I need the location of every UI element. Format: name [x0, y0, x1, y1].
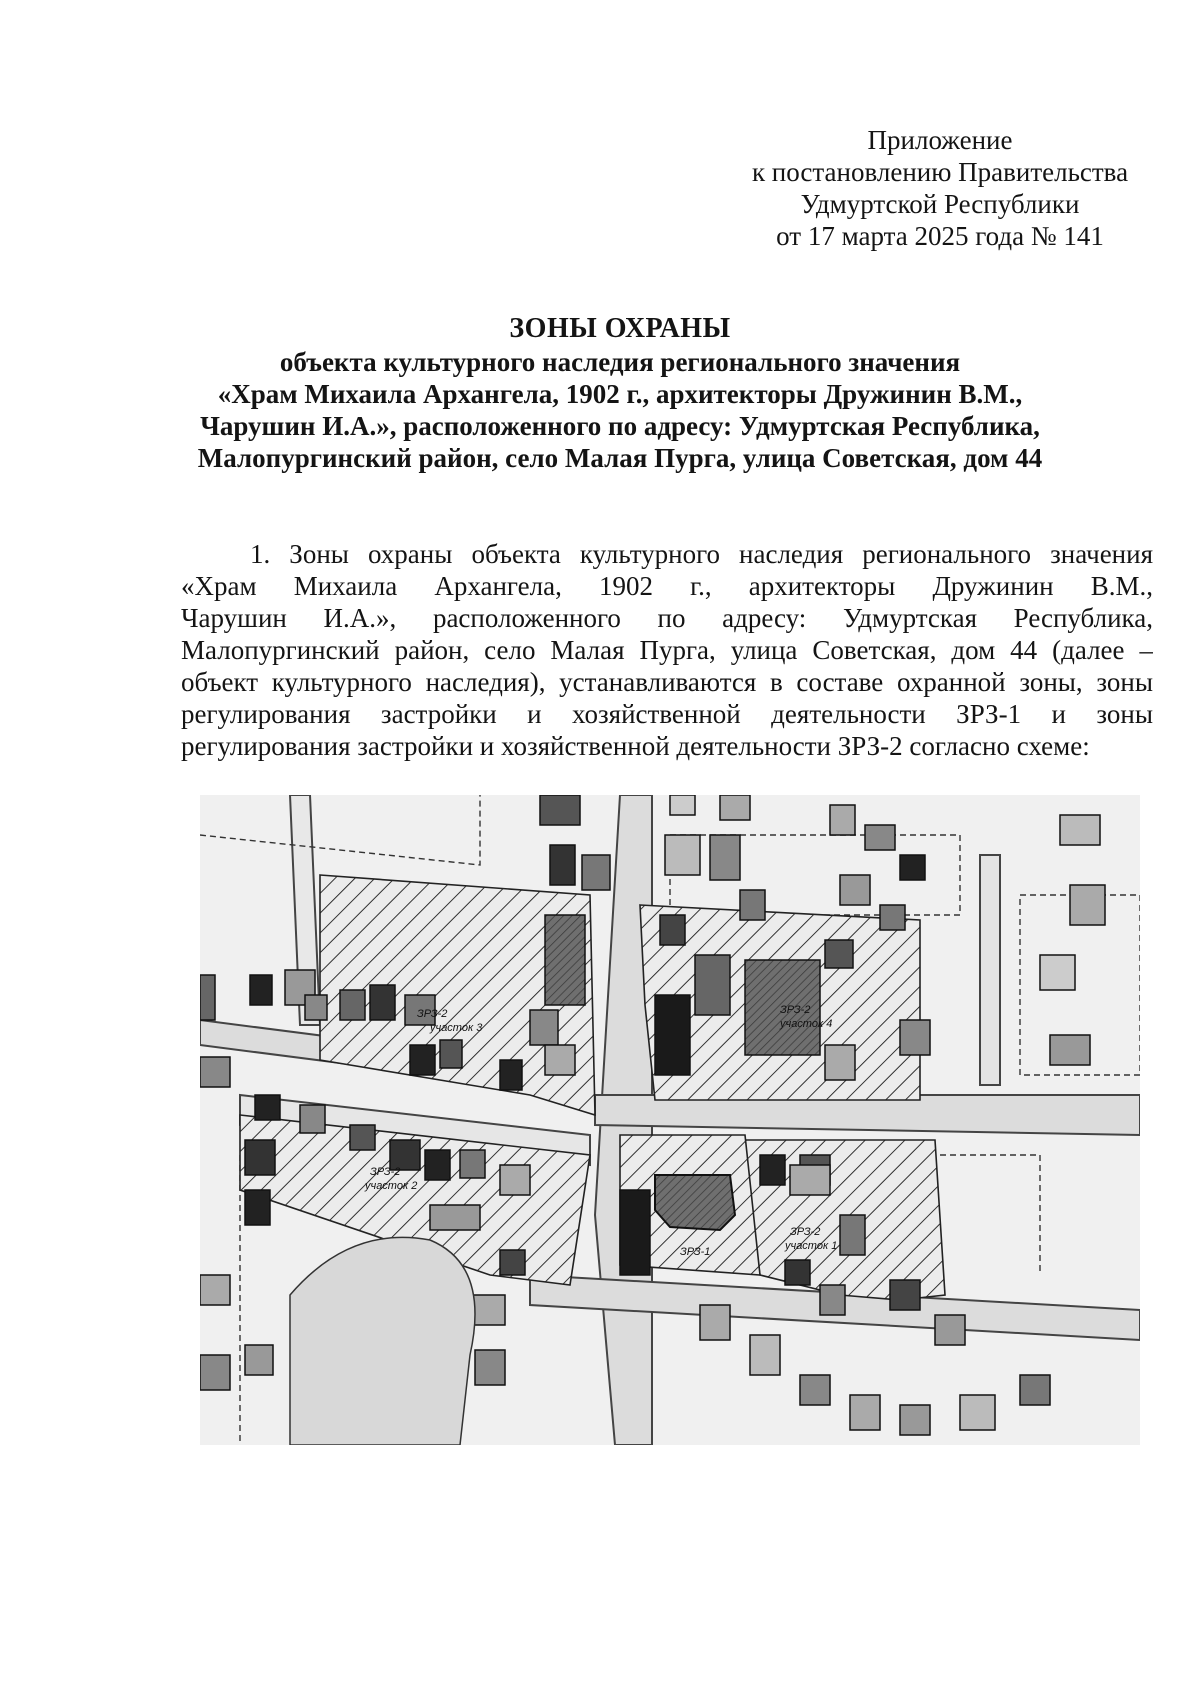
building	[880, 905, 905, 930]
building	[440, 1040, 462, 1068]
building	[200, 1355, 230, 1390]
building	[255, 1095, 280, 1120]
paragraph-line: Чарушин И.А.», расположенного по адресу: Удмуртская Республика,	[181, 603, 1153, 633]
title-line: объекта культурного наследия регионального значения	[279, 347, 961, 377]
label-zrz2-uchastok-3: ЗРЗ-2	[417, 1008, 448, 1020]
building	[430, 1205, 480, 1230]
building	[840, 1215, 865, 1255]
label-zrz2-uchastok-1: ЗРЗ-2	[790, 1226, 821, 1238]
building	[550, 845, 575, 885]
building	[960, 1395, 995, 1430]
building	[900, 1020, 930, 1055]
building	[655, 995, 690, 1075]
building	[500, 1165, 530, 1195]
scheme-map	[200, 795, 1140, 1445]
building	[370, 985, 395, 1020]
label-zrz2-uchastok-2: ЗРЗ-2	[370, 1166, 401, 1178]
building	[350, 1125, 375, 1150]
building	[720, 795, 750, 820]
building	[825, 940, 853, 968]
title-line: Чарушин И.А.», расположенного по адресу: Удмуртская Республика,	[200, 411, 1040, 441]
building	[245, 1345, 273, 1375]
building	[660, 915, 685, 945]
building	[305, 995, 327, 1020]
building	[740, 890, 765, 920]
building	[935, 1315, 965, 1345]
building	[500, 1250, 525, 1275]
title-line: «Храм Михаила Архангела, 1902 г., архитекторы Дружинин В.М.,	[217, 379, 1023, 409]
building	[850, 1395, 880, 1430]
building	[475, 1350, 505, 1385]
paragraph-line: регулирования застройки и хозяйственной деятельности ЗРЗ-2 согласно схеме:	[181, 731, 1090, 761]
building	[1070, 885, 1105, 925]
paragraph-line: «Храм Михаила Архангела, 1902 г., архитекторы Дружинин В.М.,	[181, 571, 1153, 601]
building	[900, 1405, 930, 1435]
building	[545, 1045, 575, 1075]
building	[425, 1150, 450, 1180]
building	[245, 1190, 270, 1225]
building	[245, 1140, 275, 1175]
temple-building	[655, 1175, 735, 1230]
body-paragraph	[181, 538, 1153, 762]
label-zrz1: ЗРЗ-1	[680, 1246, 711, 1258]
building	[830, 805, 855, 835]
building	[750, 1335, 780, 1375]
building	[1040, 955, 1075, 990]
building	[710, 835, 740, 880]
paragraph-line: регулирования застройки и хозяйственной деятельности ЗРЗ-1 и зоны	[181, 699, 1153, 729]
building	[865, 825, 895, 850]
building	[200, 975, 215, 1020]
paragraph-line: объект культурного наследия), устанавливаются в составе охранной зоны, зоны	[181, 667, 1153, 697]
building	[900, 855, 925, 880]
building	[800, 1375, 830, 1405]
title-line: Малопургинский район, село Малая Пурга, улица Советская, дом 44	[197, 443, 1043, 473]
building	[582, 855, 610, 890]
open-field	[290, 1237, 475, 1445]
building	[620, 1190, 650, 1275]
paragraph-line: 1. Зоны охраны объекта культурного наследия регионального значения	[250, 539, 1153, 569]
building	[340, 990, 365, 1020]
building	[695, 955, 730, 1015]
road-northeast	[980, 855, 1000, 1085]
building	[670, 795, 695, 815]
building	[540, 795, 580, 825]
building	[760, 1155, 785, 1185]
label-zrz2-uchastok-4-sub: участок 4	[780, 1018, 833, 1030]
building	[790, 1165, 830, 1195]
label-zrz2-uchastok-1-sub: участок 1	[785, 1240, 838, 1252]
building	[785, 1260, 810, 1285]
building	[1050, 1035, 1090, 1065]
building	[250, 975, 272, 1005]
building	[200, 1057, 230, 1087]
building	[1060, 815, 1100, 845]
building	[200, 1275, 230, 1305]
building	[530, 1010, 558, 1045]
appendix-line: от 17 марта 2025 года № 141	[776, 221, 1104, 251]
building	[840, 875, 870, 905]
building	[1020, 1375, 1050, 1405]
building	[825, 1045, 855, 1080]
building	[410, 1045, 435, 1075]
building	[500, 1060, 522, 1090]
building	[665, 835, 700, 875]
appendix-line: Приложение	[867, 125, 1013, 155]
appendix-line: к постановлению Правительства	[751, 157, 1129, 187]
document-title	[140, 313, 1100, 474]
protection-zones-scheme	[200, 795, 1140, 1445]
label-zrz2-uchastok-2-sub: участок 2	[365, 1180, 418, 1192]
label-zrz2-uchastok-4: ЗРЗ-2	[780, 1004, 811, 1016]
appendix-reference	[730, 124, 1150, 252]
building	[545, 915, 585, 1005]
building	[300, 1105, 325, 1133]
title-heading: ЗОНЫ ОХРАНЫ	[509, 313, 731, 344]
building	[700, 1305, 730, 1340]
label-zrz2-uchastok-3-sub: участок 3	[430, 1022, 483, 1034]
building	[890, 1280, 920, 1310]
building	[820, 1285, 845, 1315]
paragraph-line: Малопургинский район, село Малая Пурга, улица Советская, дом 44 (далее –	[181, 635, 1153, 665]
appendix-line: Удмуртской Республики	[800, 189, 1080, 219]
building	[460, 1150, 485, 1178]
